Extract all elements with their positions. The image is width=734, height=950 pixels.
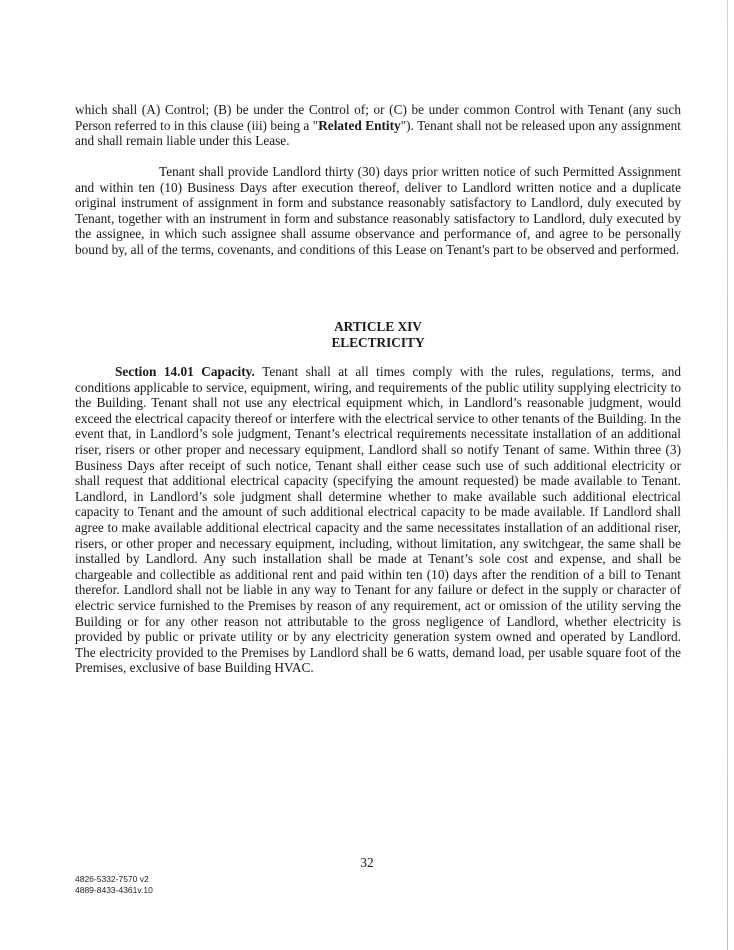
paragraph-related-entity [75, 102, 681, 149]
section-14-01-capacity [75, 364, 681, 676]
article-number: ARTICLE XIV [334, 319, 422, 334]
document-id-2: 4889-8433-4361v.10 [75, 885, 153, 895]
article-title: ELECTRICITY [331, 335, 425, 350]
scan-edge-line [727, 0, 728, 950]
paragraph-1-text-b: "). Tenant shall not be released upon any assignment and shall remain liable under this Lease. [75, 117, 681, 149]
page-number: 32 [360, 855, 374, 870]
related-entity-term: Related Entity [318, 117, 401, 133]
document-id-1: 4826-5332-7570 v2 [75, 874, 149, 884]
section-heading: Section 14.01 Capacity. [115, 364, 255, 379]
section-body: Tenant shall at all times comply with the rules, regulations, terms, and conditions applicable to service, equipment, wiring, and requirements of the public utility supplying electricity to the Building. Tenant shall not use any electrical equipment which, in Landlord’s reasonable judgment, would exceed the electrical capacity thereof or interfere with the electrical service to other tenants of the Building. In the event that, in Landlord’s sole judgment, Tenant’s electrical requirements necessitate installation of an additional riser, risers or other proper and necessary equipment, Landlord shall so notify Tenant of same. Within three (3) Business Days after receipt of such notice, Tenant shall either cease such use of such additional electricity or shall request that additional electrical capacity (specifying the amount requested) be made available to Tenant. Landlord, in Landlord’s sole judgment shall determine whether to make available such additional electrical capacity to Tenant and the amount of such additional electrical capacity to be made available. If Landlord shall agree to make available additional electrical capacity and the same necessitates installation of an additional riser, risers, or other proper and necessary equipment, including, without limitation, any switchgear, the same shall be installed by Landlord. Any such installation shall be made at Tenant’s sole cost and expense, and shall be chargeable and collectible as additional rent and paid within ten (10) days after the rendition of a bill to Tenant therefor. Landlord shall not be liable in any way to Tenant for any failure or defect in the supply or character of electric service furnished to the Premises by reason of any requirement, act or omission of the utility serving the Building or for any other reason not attributable to the gross negligence of Landlord, whether electricity is provided by public or private utility or by any electricity generation system owned and operated by Landlord. The electricity provided to the Premises by Landlord shall be 6 watts, demand load, per usable square foot of the Premises, exclusive of base Building HVAC. [75, 364, 681, 676]
paragraph-1-text-a: which shall (A) Control; (B) be under the Control of; or (C) be under common Control with Tenant (any such Person referred to in this clause (iii) being a " [75, 102, 681, 133]
document-identifiers [75, 874, 153, 896]
paragraph-permitted-assignment-notice: Tenant shall provide Landlord thirty (30) days prior written notice of such Permitted Assignment and within ten (10) Business Days after execution thereof, deliver to Landlord written notice and a duplicate original instrument of assignment in form and substance reasonably satisfactory to Landlord, duly executed by Tenant, together with an instrument in form and substance reasonably satisfactory to Landlord, duly executed by the assignee, in which such assignee shall assume observance and performance of, and agree to be personally bound by, all of the terms, covenants, and conditions of this Lease on Tenant's part to be observed and performed. [75, 164, 681, 257]
